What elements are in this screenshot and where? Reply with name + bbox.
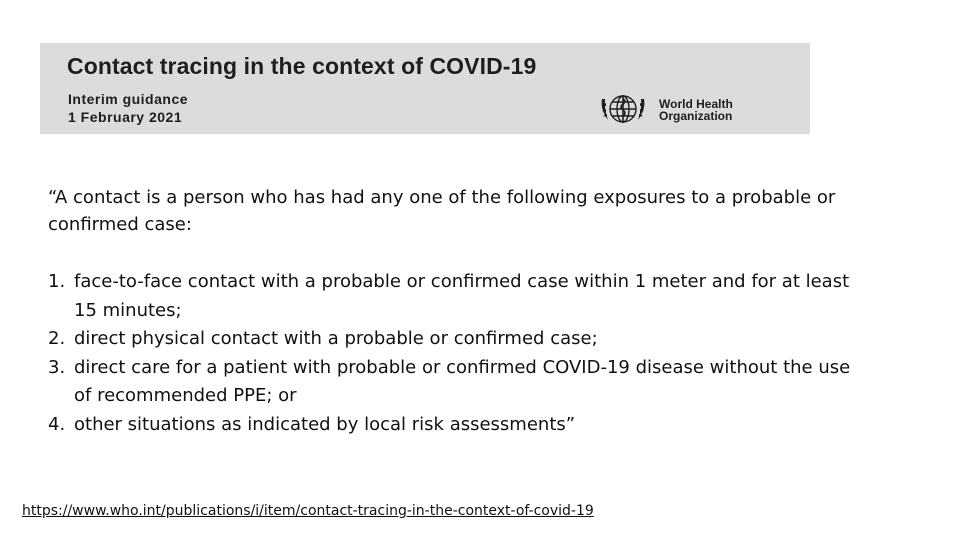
source-link[interactable]: https://www.who.int/publications/i/item/contact-tracing-in-the-context-of-covid-19 xyxy=(22,503,594,519)
list-item-text: face-to-face contact with a probable or confirmed case within 1 meter and for at least 15 minutes; xyxy=(74,271,850,321)
list-item xyxy=(48,411,868,440)
who-name-line1: World Health xyxy=(659,97,733,111)
list-item-number: 3. xyxy=(48,356,66,378)
exposure-list xyxy=(48,268,868,440)
list-item xyxy=(48,354,868,411)
contact-definition-intro: “A contact is a person who has had any one of the following exposures to a probable or confirmed case: xyxy=(48,187,836,235)
list-item-text: direct care for a patient with probable or confirmed COVID-19 disease without the use of recommended PPE; or xyxy=(74,356,851,407)
document-subtitle: Interim guidance xyxy=(68,91,189,107)
document-date: 1 February 2021 xyxy=(68,109,183,125)
who-name xyxy=(659,98,733,122)
list-item xyxy=(48,325,868,354)
list-item-number: 1. xyxy=(48,271,66,292)
list-item-text: direct physical contact with a probable or confirmed case; xyxy=(74,328,598,350)
list-item xyxy=(48,268,868,325)
document-header-banner xyxy=(40,43,810,134)
document-title: Contact tracing in the context of COVID-19 xyxy=(67,53,537,79)
list-item-text: other situations as indicated by local risk assessments” xyxy=(74,413,576,435)
who-name-line2: Organization xyxy=(659,109,733,123)
list-item-number: 4. xyxy=(48,413,66,435)
who-emblem-icon xyxy=(598,93,648,125)
list-item-number: 2. xyxy=(48,328,66,350)
